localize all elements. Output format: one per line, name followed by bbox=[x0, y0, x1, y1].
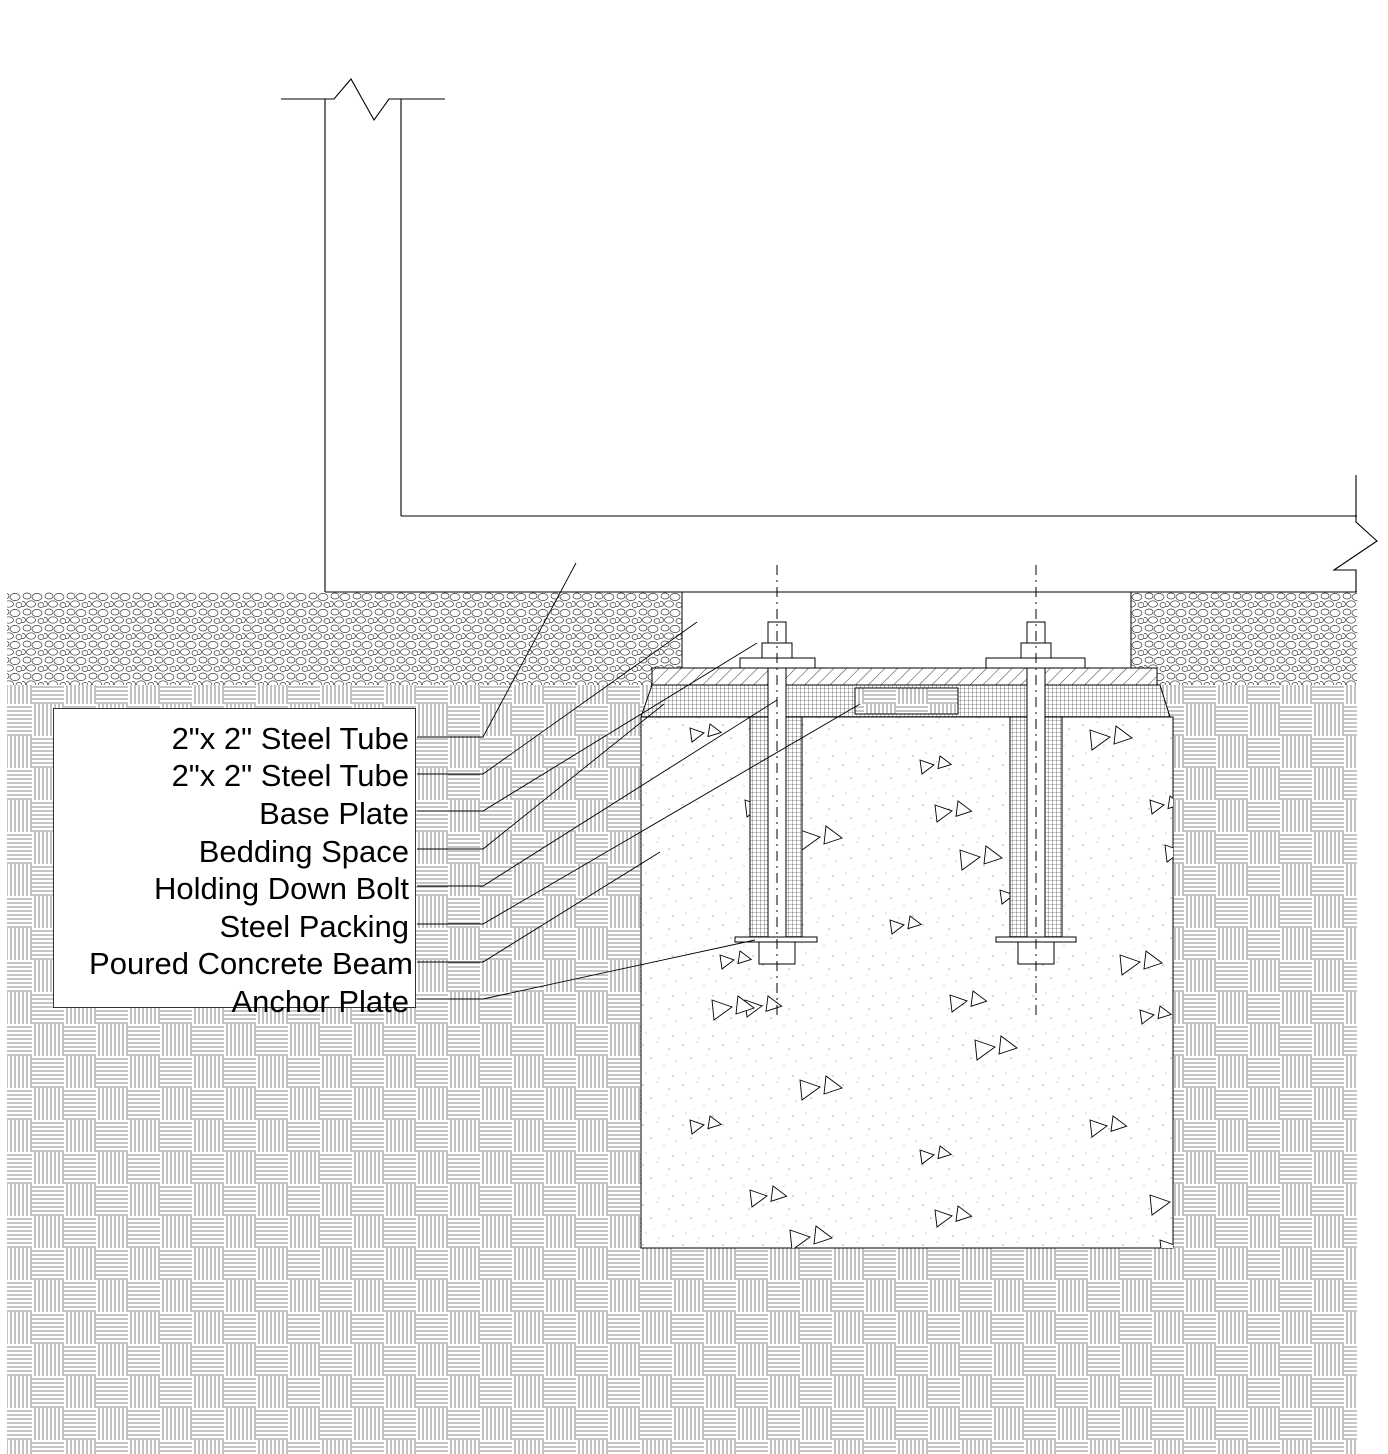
concrete-beam bbox=[641, 717, 1173, 1248]
callout-box bbox=[53, 708, 416, 1019]
label-bedding-space: Bedding Space bbox=[198, 834, 409, 869]
label-base-plate: Base Plate bbox=[259, 796, 409, 831]
label-steel-packing: Steel Packing bbox=[219, 909, 409, 944]
label-steel-tube-2: 2"x 2" Steel Tube bbox=[171, 758, 409, 793]
label-holding-down-bolt: Holding Down Bolt bbox=[153, 871, 409, 906]
label-anchor-plate: Anchor Plate bbox=[231, 984, 409, 1019]
label-steel-tube-1: 2"x 2" Steel Tube bbox=[171, 721, 409, 756]
gravel-right bbox=[1131, 592, 1357, 685]
base-plate bbox=[652, 668, 1157, 685]
label-poured-concrete-beam: Poured Concrete Beam bbox=[89, 946, 413, 981]
steel-column bbox=[281, 79, 1377, 592]
gravel-left bbox=[7, 592, 682, 685]
steel-packing bbox=[855, 688, 958, 714]
